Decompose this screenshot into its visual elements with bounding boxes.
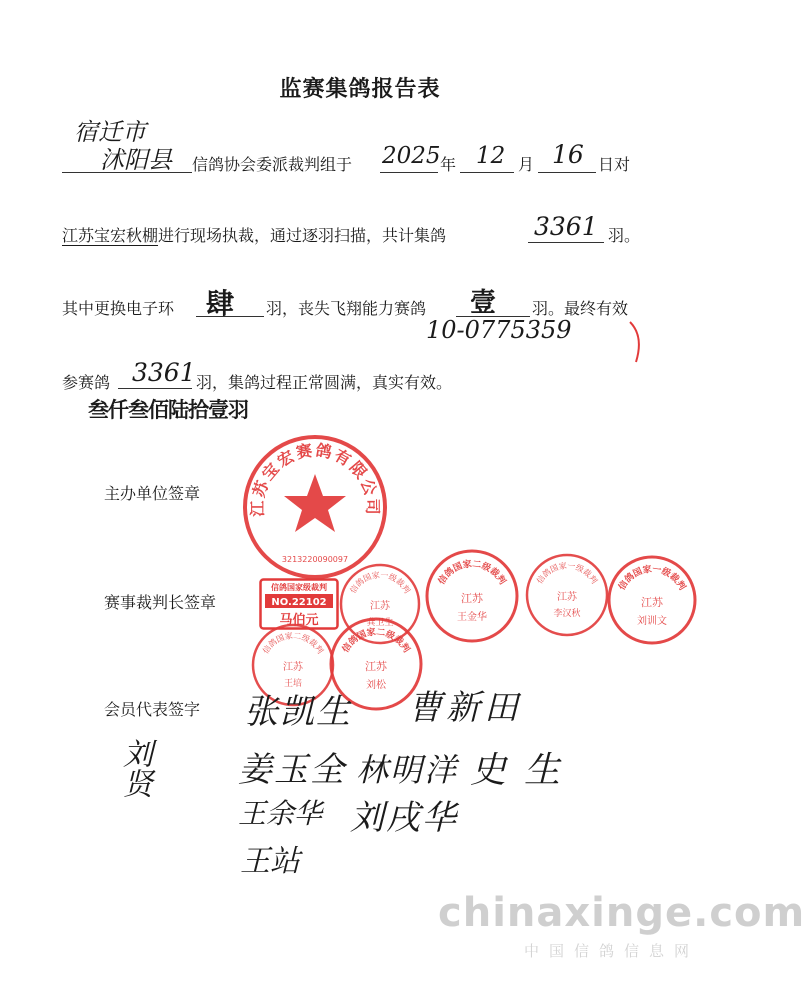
text-final-effective: 羽。最终有效 <box>532 299 629 318</box>
hw-county: 沭阳县 <box>100 146 172 174</box>
seal-5-province: 江苏 <box>283 662 303 673</box>
referee-stamp-name: 马伯元 <box>279 613 319 628</box>
label-organizer: 主办单位签章 <box>104 484 201 503</box>
watermark-name: 中国信鸽信息网 <box>524 942 700 960</box>
seal-6-name: 刘松 <box>366 680 386 691</box>
seal-4-ring: 信鸽国家一级裁判 <box>617 564 687 593</box>
hw-final: 3361 <box>132 358 196 387</box>
watermark-site: chinaxinge.com <box>438 890 805 936</box>
referee-seal-4 <box>606 554 698 646</box>
text-unit: 羽。 <box>608 226 641 245</box>
signature-2: 曹新田 <box>408 688 522 728</box>
seal-5-name: 王培 <box>283 679 303 689</box>
seal-4-name: 刘训文 <box>637 616 667 627</box>
star-icon <box>284 474 346 532</box>
organizer-seal <box>240 432 390 582</box>
referee-seal-2 <box>424 548 520 644</box>
text-normal: 羽，集鸽过程正常圆满，真实有效。 <box>196 373 453 392</box>
text-collect: 进行现场执裁，通过逐羽扫描，共计集鸽 <box>158 226 447 245</box>
text-day: 日对 <box>598 155 631 174</box>
club-name: 江苏宝宏秋棚 <box>62 226 159 245</box>
seal-1-province: 江苏 <box>370 601 390 612</box>
hw-year: 2025 <box>382 143 441 169</box>
svg-text:信鸽国家二级裁判 <box>260 630 325 655</box>
seal-3-name: 李汉秋 <box>553 609 581 619</box>
blank-final <box>118 388 192 389</box>
seal-1-ring: 信鸽国家一级裁判 <box>348 570 412 595</box>
organizer-seal-number: 3213220090097 <box>281 555 349 564</box>
seal-5-ring: 信鸽国家二级裁判 <box>261 631 325 656</box>
blank-replaced <box>196 316 264 317</box>
hw-city: 宿迁市 <box>74 118 146 146</box>
referee-stamp-number: NO.22102 <box>271 597 327 608</box>
signature-9: 王站 <box>240 844 300 879</box>
text-assoc: 信鸽协会委派裁判组于 <box>192 155 353 174</box>
label-members: 会员代表签字 <box>104 700 201 719</box>
svg-text:信鸽国家一级裁判 <box>534 560 599 585</box>
text-entries: 参赛鸽 <box>62 373 111 392</box>
seal-2-province: 江苏 <box>461 592 483 605</box>
hw-month: 12 <box>476 143 506 169</box>
pen-mark <box>624 318 654 368</box>
seal-6-province: 江苏 <box>365 660 387 673</box>
signature-8: 刘戌华 <box>350 798 458 838</box>
page-title: 监赛集鸽报告表 <box>279 77 441 102</box>
hw-replaced: 肆 <box>206 287 235 320</box>
text-year: 年 <box>440 155 457 174</box>
organizer-seal-name: 江苏宝宏赛鸽有限公司 <box>247 440 383 517</box>
seal-6-ring: 信鸽国家二级裁判 <box>340 627 412 655</box>
svg-text:信鸽国家二级裁判 <box>339 626 412 655</box>
signature-3: 刘贤 <box>117 738 152 798</box>
seal-4-province: 江苏 <box>641 596 663 609</box>
label-chief-referee: 赛事裁判长签章 <box>104 593 217 612</box>
referee-stamp-top: 信鸽国家级裁判 <box>271 583 327 592</box>
blank-day <box>538 172 596 173</box>
seal-2-ring: 信鸽国家二级裁判 <box>436 559 508 587</box>
signature-4: 姜玉全 <box>238 750 346 790</box>
signature-5: 林明洋 <box>356 751 459 789</box>
text-replace: 其中更换电子环 <box>62 299 175 318</box>
svg-text:信鸽国家二级裁判 <box>435 558 508 587</box>
blank-year <box>380 172 438 173</box>
seal-3-province: 江苏 <box>557 592 577 603</box>
blank-month <box>460 172 514 173</box>
referee-seal-3 <box>524 552 610 638</box>
hw-final-chinese: 叁仟叁佰陆拾壹羽 <box>88 397 248 422</box>
hw-day: 16 <box>552 140 584 169</box>
seal-1-name: 龚卫生 <box>366 618 394 628</box>
signature-7: 王余华 <box>238 797 323 830</box>
hw-total: 3361 <box>534 212 598 241</box>
hw-ring-number: 10-0775359 <box>426 316 572 344</box>
signature-1: 张凯生 <box>244 692 352 732</box>
text-lost: 羽，丧失飞翔能力赛鸽 <box>266 299 427 318</box>
blank-county <box>62 172 192 173</box>
blank-total <box>528 242 604 243</box>
signature-6: 史生 <box>470 750 579 791</box>
seal-2-name: 王金华 <box>457 612 487 623</box>
hw-lost: 壹 <box>470 288 497 318</box>
text-month: 月 <box>518 155 535 174</box>
seal-3-ring: 信鸽国家一级裁判 <box>535 561 599 586</box>
